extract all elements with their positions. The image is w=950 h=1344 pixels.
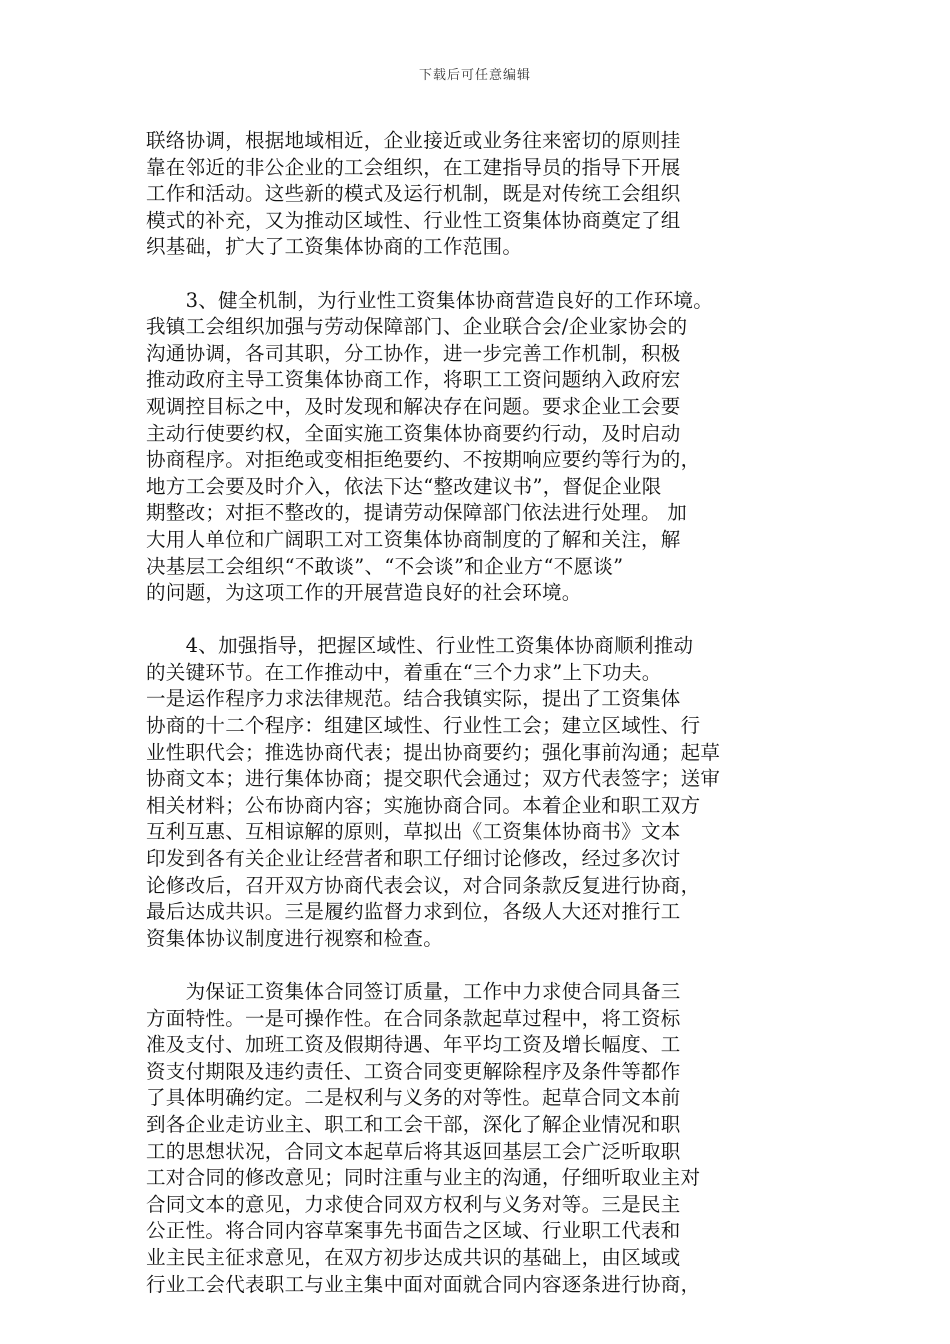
paragraph-gap [146, 952, 806, 979]
text-line: 联络协调，根据地域相近，企业接近或业务往来密切的原则挂 [146, 129, 681, 152]
text-line: 工的思想状况，合同文本起草后将其返回基层工会广泛听取职 [146, 1139, 681, 1163]
text-line: 最后达成共识。三是履约监督力求到位，各级人大还对推行工 [146, 900, 681, 924]
text-line: 我镇工会组织加强与劳动保障部门、企业联合会/企业家协会的 [146, 315, 688, 339]
text-line: 互利互惠、互相谅解的原则，草拟出《工资集体协商书》文本 [146, 820, 681, 844]
text-line: 业性职代会；推选协商代表；提出协商要约；强化事前沟通；起草 [146, 740, 721, 764]
text-line: 论修改后，召开双方协商代表会议，对合同条款反复进行协商， [146, 873, 701, 897]
text-line: 为保证工资集体合同签订质量，工作中力求使合同具备三 [146, 980, 681, 1003]
text-line: 推动政府主导工资集体协商工作，将职工工资问题纳入政府宏 [146, 368, 681, 392]
text-line: 的关键环节。在工作推动中，着重在“三个力求”上下功夫。 [146, 660, 662, 684]
text-line: 地方工会要及时介入，依法下达“整改建议书”，督促企业限 [146, 474, 662, 498]
text-line: 协商的十二个程序：组建区域性、行业性工会；建立区域性、行 [146, 714, 701, 738]
text-line: 资集体协议制度进行视察和检查。 [146, 926, 444, 950]
paragraph-4 [146, 979, 806, 1298]
text-line: 主动行使要约权，全面实施工资集体协商要约行动，及时启动 [146, 421, 681, 445]
text-line: 业主民主征求意见，在双方初步达成共识的基础上，由区域或 [146, 1245, 681, 1269]
text-line: 合同文本的意见，力求使合同双方权利与义务对等。三是民主 [146, 1192, 681, 1216]
text-line: 模式的补充，又为推动区域性、行业性工资集体协商奠定了组 [146, 208, 681, 232]
paragraph-1 [146, 128, 806, 261]
text-line: 观调控目标之中，及时发现和解决存在问题。要求企业工会要 [146, 394, 681, 418]
paragraph-3 [146, 633, 806, 952]
text-line: 织基础，扩大了工资集体协商的工作范围。 [146, 235, 523, 259]
text-line: 印发到各有关企业让经营者和职工仔细讨论修改，经过多次讨 [146, 847, 681, 871]
text-line: 方面特性。一是可操作性。在合同条款起草过程中，将工资标 [146, 1006, 681, 1030]
text-line: 3、健全机制，为行业性工资集体协商营造良好的工作环境。 [146, 288, 714, 312]
paragraph-2 [146, 288, 806, 607]
text-line: 协商文本；进行集体协商；提交职代会通过；双方代表签字；送审 [146, 767, 721, 791]
text-line: 4、加强指导，把握区域性、行业性工资集体协商顺利推动 [146, 634, 694, 658]
page-header: 下载后可任意编辑 [418, 68, 531, 83]
paragraph-gap [146, 607, 806, 634]
text-line: 的问题，为这项工作的开展营造良好的社会环境。 [146, 581, 582, 605]
paragraph-gap [146, 261, 806, 288]
text-line: 行业工会代表职工与业主集中面对面就合同内容逐条进行协商， [146, 1272, 701, 1296]
document-body [146, 128, 806, 1298]
text-line: 协商程序。对拒绝或变相拒绝要约、不按期响应要约等行为的， [146, 448, 701, 472]
text-line: 公正性。将合同内容草案事先书面告之区域、行业职工代表和 [146, 1219, 681, 1243]
text-line: 沟通协调，各司其职，分工协作，进一步完善工作机制，积极 [146, 341, 681, 365]
text-line: 工对合同的修改意见；同时注重与业主的沟通，仔细听取业主对 [146, 1166, 701, 1190]
text-line: 相关材料；公布协商内容；实施协商合同。本着企业和职工双方 [146, 793, 701, 817]
text-line: 大用人单位和广阔职工对工资集体协商制度的了解和关注，解 [146, 527, 681, 551]
text-line: 期整改；对拒不整改的，提请劳动保障部门依法进行处理。 加 [146, 501, 688, 525]
text-line: 了具体明确约定。二是权利与义务的对等性。起草合同文本前 [146, 1086, 681, 1110]
text-line: 一是运作程序力求法律规范。结合我镇实际，提出了工资集体 [146, 687, 681, 711]
text-line: 准及支付、加班工资及假期待遇、年平均工资及增长幅度、工 [146, 1033, 681, 1057]
text-line: 决基层工会组织“不敢谈”、“不会谈”和企业方“不愿谈” [146, 554, 624, 578]
text-line: 资支付期限及违约责任、工资合同变更解除程序及条件等都作 [146, 1059, 681, 1083]
text-line: 到各企业走访业主、职工和工会干部，深化了解企业情况和职 [146, 1112, 681, 1136]
text-line: 工作和活动。这些新的模式及运行机制，既是对传统工会组织 [146, 182, 681, 206]
text-line: 靠在邻近的非公企业的工会组织，在工建指导员的指导下开展 [146, 155, 681, 179]
